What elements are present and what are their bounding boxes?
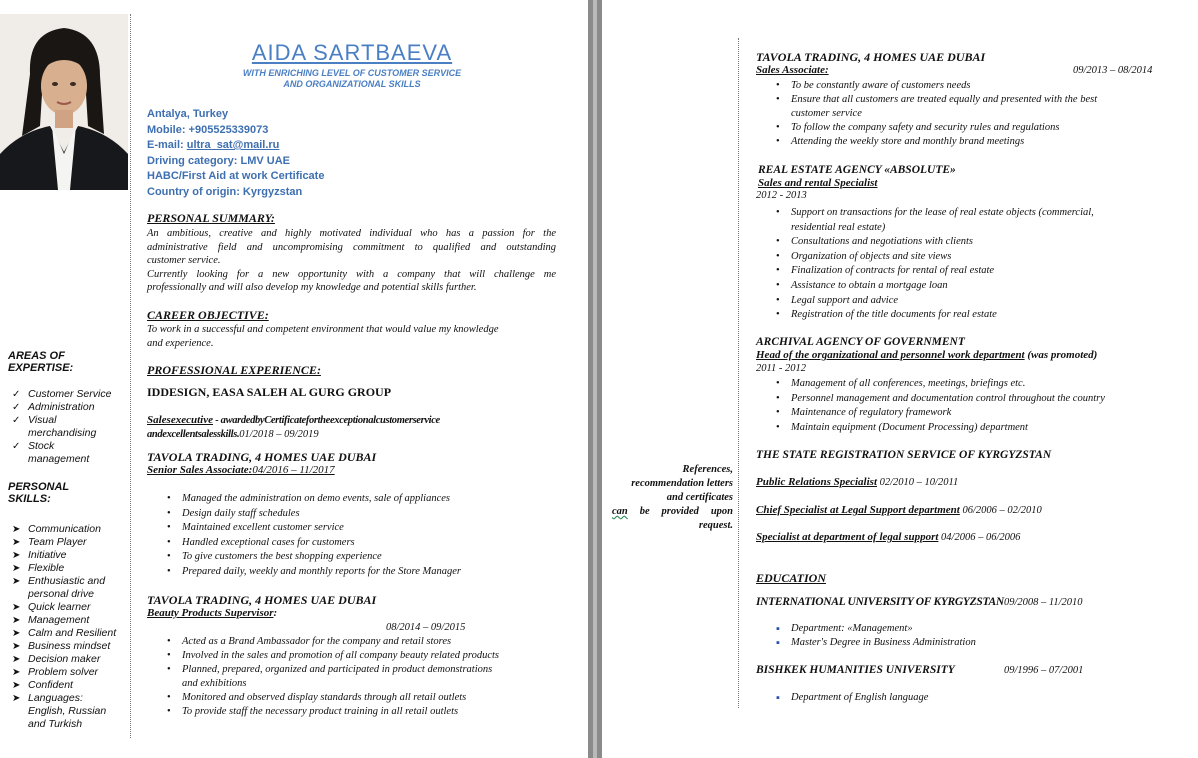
- profile-photo: [0, 14, 128, 190]
- skills-title-line2: SKILLS:: [8, 493, 51, 505]
- skill-item: Confident: [28, 679, 73, 691]
- state-role-3: [756, 531, 1020, 545]
- job-title: Sales Associate:: [756, 64, 829, 76]
- personal-summary: [147, 211, 556, 295]
- tagline-line1: WITH ENRICHING LEVEL OF CUSTOMER SERVICE: [242, 68, 462, 78]
- list-item: • Registration of the title documents for real estate: [756, 308, 1176, 323]
- arrow-bullet-icon: ➤: [12, 602, 21, 613]
- text-line: recommendation letters: [631, 478, 733, 489]
- expertise-title-line2: EXPERTISE:: [8, 362, 74, 374]
- mobile: Mobile: +905525339073: [147, 123, 269, 136]
- education-dates: 09/2008 – 11/2010: [1003, 597, 1083, 608]
- resume-page-2: [602, 0, 1198, 758]
- skill-item: Flexible: [28, 562, 65, 574]
- expertise-item: merchandising: [28, 427, 97, 439]
- list-item: [8, 666, 126, 679]
- job-dates: 09/2013 – 08/2014: [1073, 65, 1153, 76]
- job-dates: 02/2010 – 10/2011: [877, 477, 959, 488]
- skill-item: Management: [28, 614, 90, 626]
- tavola-sales-duties: [756, 79, 1176, 149]
- arrow-bullet-icon: ➤: [12, 563, 21, 574]
- tagline-line2: AND ORGANIZATIONAL SKILLS: [283, 79, 421, 89]
- arrow-bullet-icon: ➤: [12, 628, 21, 639]
- email-row: [147, 138, 324, 154]
- job-dates: 2012 - 2013: [756, 190, 807, 201]
- location: Antalya, Turkey: [147, 108, 229, 120]
- list-item: • Ensure that all customers are treated equally and presented with the best: [756, 93, 1176, 107]
- list-item-cont: customer service: [791, 108, 862, 119]
- expertise-item: Stock: [28, 440, 55, 452]
- arrow-bullet-icon: ➤: [12, 654, 21, 665]
- arrow-bullet-icon: ➤: [12, 641, 21, 652]
- company-name: ARCHIVAL AGENCY OF GOVERNMENT: [756, 336, 965, 348]
- list-item: • Maintain equipment (Document Processing) department: [756, 421, 1176, 436]
- arrow-bullet-icon: ➤: [12, 667, 21, 678]
- skill-item: Decision maker: [28, 653, 101, 665]
- skill-item: Business mindset: [28, 640, 111, 652]
- expertise-item: Administration: [28, 401, 95, 413]
- skill-item: Initiative: [28, 549, 67, 561]
- section-title: PROFESSIONAL EXPERIENCE:: [147, 363, 321, 377]
- text-word: be provided upon: [627, 506, 733, 517]
- list-item: • Maintained excellent customer service: [147, 521, 567, 536]
- list-item: • To be constantly aware of customers needs: [756, 79, 1176, 93]
- profile-photo-image: [0, 14, 128, 190]
- sidebar-divider: [130, 14, 131, 738]
- list-item: • To follow the company safety and security rules and regulations: [756, 121, 1176, 135]
- country-of-origin: Country of origin: Kyrgyzstan: [147, 185, 303, 198]
- list-item: [8, 705, 126, 718]
- arrow-bullet-icon: ➤: [12, 537, 21, 548]
- list-item: [8, 414, 126, 427]
- list-item: • Personnel management and documentation control throughout the country: [756, 392, 1176, 407]
- job-title: Senior Sales Associate:: [147, 464, 253, 476]
- check-icon: ✓: [12, 415, 21, 426]
- job-title: Sales and rental Specialist: [758, 177, 878, 189]
- list-item: • Maintenance of regulatory framework: [756, 406, 1176, 421]
- list-item: [8, 627, 126, 640]
- text-line: An ambitious, creative and highly motivated individual who has a passion for the: [147, 228, 556, 239]
- skill-item: Problem solver: [28, 666, 99, 678]
- job-tavola-senior: [147, 450, 556, 477]
- expertise-list: [8, 388, 126, 466]
- text-line: Currently looking for a new opportunity with a company that will challenge me: [147, 268, 556, 280]
- award-note-cont: andexcellentsalesskills.: [147, 428, 240, 440]
- list-item: • Management of all conferences, meetings, briefings etc.: [756, 377, 1176, 392]
- list-item: [8, 692, 126, 705]
- job-dates: 04/2016 – 11/2017: [252, 464, 335, 476]
- state-role-2: [756, 504, 1042, 518]
- email-label: E-mail:: [147, 139, 187, 151]
- driving-category: Driving category: LMV UAE: [147, 154, 291, 167]
- university-2-details: [756, 691, 1176, 705]
- real-estate-duties: [756, 206, 1176, 323]
- list-item: • To give customers the best shopping experience: [147, 550, 567, 565]
- award-note: - awardedbyCertificatefortheexceptionalcustomerservice: [212, 415, 440, 426]
- job-title: Chief Specialist at Legal Support department: [756, 504, 960, 516]
- university-name: INTERNATIONAL UNIVERSITY OF KYRGYZSTAN: [756, 596, 1004, 608]
- check-icon: ✓: [12, 389, 21, 400]
- job-archival-agency: [756, 335, 1176, 376]
- tagline: [148, 68, 556, 90]
- section-title: CAREER OBJECTIVE:: [147, 308, 269, 322]
- list-item: [8, 575, 126, 588]
- expertise-title-line1: AREAS OF: [8, 350, 65, 362]
- university-1: [756, 595, 1083, 610]
- tavola-beauty-duties: [147, 635, 567, 719]
- candidate-name: AIDA SARTBAEVA: [251, 40, 453, 65]
- list-item: [8, 536, 126, 549]
- areas-of-expertise: [8, 350, 126, 466]
- arrow-bullet-icon: ➤: [12, 524, 21, 535]
- skill-item: Languages:: [28, 692, 83, 704]
- personal-skills: [8, 481, 126, 731]
- summary-paragraph-2: [147, 268, 556, 295]
- job-title-colon: :: [273, 607, 278, 619]
- list-item: [8, 588, 126, 601]
- habc-certificate: HABC/First Aid at work Certificate: [147, 170, 325, 182]
- skill-item: and Turkish: [28, 718, 83, 730]
- list-item: ▪ Department of English language: [756, 691, 1176, 705]
- list-item: • Acted as a Brand Ambassador for the company and retail stores: [147, 635, 567, 649]
- list-item: [8, 679, 126, 692]
- check-icon: ✓: [12, 441, 21, 452]
- list-item: [8, 523, 126, 536]
- list-item: • Organization of objects and site views: [756, 250, 1176, 265]
- list-item-cont: residential real estate): [791, 221, 886, 233]
- list-item: • To provide staff the necessary product training in all retail outlets: [147, 705, 567, 719]
- summary-paragraph-1: [147, 227, 556, 268]
- text-line: customer service.: [147, 255, 221, 266]
- list-item: • Managed the administration on demo events, sale of appliances: [147, 492, 567, 507]
- list-item: • Planned, prepared, organized and participated in product demonstrations: [147, 663, 567, 677]
- job-tavola-sales: [756, 50, 1166, 77]
- university-2-dates: 09/1996 – 07/2001: [1004, 665, 1084, 676]
- references-note: [612, 463, 733, 533]
- company-name: TAVOLA TRADING, 4 HOMES UAE DUBAI: [756, 50, 986, 64]
- list-item: • Involved in the sales and promotion of all company beauty related products: [147, 649, 567, 663]
- text-line: professionally and will also develop my knowledge and potential skills further.: [147, 282, 477, 293]
- iddesign-role-block: [147, 414, 556, 441]
- skill-item: Quick learner: [28, 601, 91, 613]
- section-title: PERSONAL SUMMARY:: [147, 211, 275, 225]
- text-line: and experience.: [147, 337, 214, 349]
- list-item: • Attending the weekly store and monthly brand meetings: [756, 135, 1176, 149]
- list-item: [8, 401, 126, 414]
- arrow-bullet-icon: ➤: [12, 576, 21, 587]
- job-title: Salesexecutive: [147, 414, 213, 426]
- job-title: Head of the organizational and personnel work department: [756, 349, 1025, 361]
- list-item: • Handled exceptional cases for customers: [147, 536, 567, 551]
- text-line: References,: [682, 464, 733, 475]
- expertise-item: Visual: [28, 414, 57, 426]
- skill-item: Team Player: [28, 536, 87, 548]
- job-tavola-beauty: [147, 593, 556, 620]
- education-title: EDUCATION: [756, 571, 827, 585]
- arrow-bullet-icon: ➤: [12, 693, 21, 704]
- list-item: • Consultations and negotiations with clients: [756, 235, 1176, 250]
- page-gap: [588, 0, 602, 758]
- list-item-cont: and exhibitions: [182, 678, 247, 689]
- email-link[interactable]: ultra_sat@mail.ru: [186, 139, 280, 151]
- skills-list: [8, 523, 126, 731]
- job-dates: 08/2014 – 09/2015: [386, 622, 466, 633]
- list-item: ▪ Master's Degree in Business Administration: [756, 636, 1176, 650]
- text-line: To work in a successful and competent environment that would value my knowledge: [147, 324, 499, 335]
- university-1-details: [756, 622, 1176, 650]
- job-title: Beauty Products Supervisor: [147, 607, 274, 619]
- company-name: REAL ESTATE AGENCY «ABSOLUTE»: [758, 164, 956, 176]
- list-item: [8, 601, 126, 614]
- professional-experience: [147, 363, 556, 378]
- list-item: [8, 453, 126, 466]
- list-item: • Monitored and observed display standards through all retail outlets: [147, 691, 567, 705]
- tavola-senior-duties: [147, 492, 567, 580]
- job-real-estate: [758, 163, 1168, 203]
- job-title: Public Relations Specialist: [756, 476, 878, 488]
- list-item: • Support on transactions for the lease of real estate objects (commercial,: [756, 206, 1176, 221]
- company-name: TAVOLA TRADING, 4 HOMES UAE DUBAI: [147, 593, 377, 607]
- skill-item: English, Russian: [28, 705, 107, 717]
- contact-block: [147, 107, 324, 200]
- skills-title-line1: PERSONAL: [8, 481, 70, 493]
- list-item: [8, 549, 126, 562]
- job-dates: 2011 - 2012: [756, 363, 806, 374]
- arrow-bullet-icon: ➤: [12, 680, 21, 691]
- expertise-item: Customer Service: [28, 388, 112, 400]
- job-dates: 06/2006 – 02/2010: [959, 505, 1042, 516]
- company-name: TAVOLA TRADING, 4 HOMES UAE DUBAI: [147, 450, 377, 464]
- text-line: administrative field and uncompromising commitment to qualified and outstanding: [147, 241, 556, 253]
- list-item: [8, 614, 126, 627]
- list-item: [8, 718, 126, 731]
- job-dates: 04/2006 – 06/2006: [938, 532, 1021, 543]
- expertise-item: management: [28, 453, 90, 465]
- list-item: [8, 440, 126, 453]
- arrow-bullet-icon: ➤: [12, 615, 21, 626]
- sidebar-divider: [738, 38, 739, 708]
- state-role-1: [756, 476, 958, 490]
- text-word: can: [612, 506, 628, 517]
- university-2-name: BISHKEK HUMANITIES UNIVERSITY: [756, 664, 955, 676]
- text-line: request.: [698, 520, 733, 531]
- promotion-note: (was promoted): [1024, 349, 1098, 361]
- skill-item: personal drive: [28, 588, 94, 600]
- list-item: [8, 427, 126, 440]
- list-item: ▪ Department: «Management»: [756, 622, 1176, 636]
- arrow-bullet-icon: ➤: [12, 550, 21, 561]
- list-item: • Design daily staff schedules: [147, 507, 567, 522]
- resume-page-1: [0, 0, 588, 758]
- company-state-registration: THE STATE REGISTRATION SERVICE OF KYRGYZSTAN: [756, 449, 1052, 461]
- list-item: • Finalization of contracts for rental of real estate: [756, 264, 1176, 279]
- archival-duties: [756, 377, 1176, 435]
- company-iddesign: IDDESIGN, EASA SALEH AL GURG GROUP: [147, 385, 392, 399]
- text-line: and certificates: [666, 492, 733, 503]
- list-item: [8, 653, 126, 666]
- list-item: [8, 388, 126, 401]
- skills-title: [8, 481, 126, 505]
- career-objective: [147, 308, 556, 350]
- list-item: [8, 562, 126, 575]
- list-item: • Assistance to obtain a mortgage loan: [756, 279, 1176, 294]
- skill-item: Enthusiastic and: [28, 575, 106, 587]
- text-line: [612, 505, 733, 519]
- job-title: Specialist at department of legal support: [756, 531, 939, 543]
- job-dates: 01/2018 – 09/2019: [239, 428, 319, 440]
- objective-text: [147, 323, 556, 350]
- check-icon: ✓: [12, 402, 21, 413]
- list-item: • Prepared daily, weekly and monthly reports for the Store Manager: [147, 565, 567, 580]
- list-item: [8, 640, 126, 653]
- expertise-title: [8, 350, 126, 374]
- skill-item: Communication: [28, 523, 101, 535]
- list-item: • Legal support and advice: [756, 294, 1176, 309]
- skill-item: Calm and Resilient: [28, 627, 117, 639]
